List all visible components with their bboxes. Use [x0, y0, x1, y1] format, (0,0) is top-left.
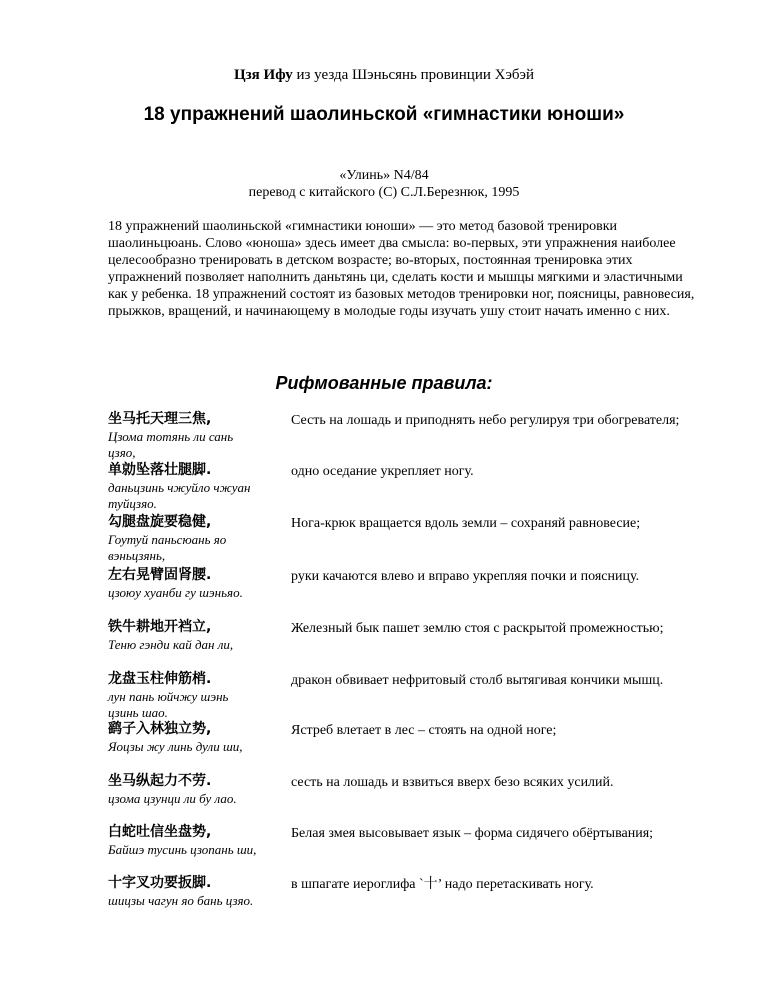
rule-row — [0, 566, 768, 616]
rule-translation: Сесть на лошадь и приподнять небо регулируя три обогревателя; — [291, 413, 680, 428]
rule-hanzi: 单勍坠落壮腿脚. — [108, 462, 212, 478]
rule-translation: руки качаются влево и вправо укрепляя почки и поясницу. — [291, 569, 640, 584]
rule-row — [0, 670, 768, 720]
rule-translation: Железный бык пашет землю стоя с раскрытой промежностью; — [291, 621, 664, 636]
rule-translation: Белая змея высовывает язык – форма сидячего обёртывания; — [291, 826, 654, 841]
author-origin: из уезда Шэньсянь провинции Хэбэй — [292, 67, 534, 83]
rule-translation: Нога-крюк вращается вдоль земли – сохраняй равновесие; — [291, 516, 641, 531]
rule-translation: дракон обвивает нефритовый столб вытягивая кончики мышц. — [291, 673, 664, 688]
rule-hanzi: 十字叉功要扳脚. — [108, 875, 212, 891]
section-heading: Рифмованные правила: — [275, 373, 493, 393]
rule-translation: сесть на лошадь и взвиться вверх безо всяких усилий. — [291, 775, 614, 790]
rule-transliteration: Цзома тотянь ли сань цзяо, — [108, 429, 234, 460]
rule-translation: Ястреб влетает в лес – стоять на одной ноге; — [291, 723, 557, 738]
rule-row — [0, 720, 768, 770]
author-name: Цзя Ифу — [233, 67, 293, 83]
rule-row — [0, 874, 768, 924]
rule-hanzi: 铁牛耕地开裆立, — [108, 619, 212, 635]
rule-transliteration: шицзы чагун яо бань цзяо. — [108, 893, 254, 908]
intro-paragraph: 18 упражнений шаолиньской «гимнастики юноши» — это метод базовой тренировки шаолиньцюань. Слово «юноша» здесь имеет два смысла: во-первых, эти упражнения наиболее целесообразно тренировать в детском возрасте; во-вторых, постоянная тренировка этих упражнений позволяет наполнить даньтянь ци, сделать кости и мышцы мягкими и эластичными как у ребенка. 18 упражнений состоят из базовых методов тренировки ног, поясницы, равновесия, прыжков, вращений, и начинающему в молодые годы изучать ушу стоит начать именно с них. — [108, 219, 695, 319]
rule-transliteration: лун пань юйчжу шэнь цзинь шао. — [108, 689, 229, 720]
rule-transliteration: Байшэ тусинь цзопань ши, — [108, 842, 257, 857]
rule-transliteration: Гоутуй паньсюань яо вэньцзянь, — [108, 532, 227, 563]
rule-row — [0, 461, 768, 511]
rule-row — [0, 823, 768, 873]
rule-transliteration: цзоюу хуанби гу шэньяо. — [108, 585, 243, 600]
rule-transliteration: цзома цзунци ли бу лао. — [108, 791, 237, 806]
rule-row — [0, 513, 768, 563]
rule-transliteration: Яоцзы жу линь дули ши, — [108, 739, 243, 754]
rule-hanzi: 左右晃臂固肾腰. — [108, 567, 212, 583]
source-block — [0, 167, 768, 201]
rule-hanzi: 坐马托天理三焦, — [108, 411, 212, 427]
rule-hanzi: 勾腿盘旋要稳健, — [108, 514, 212, 530]
rule-translation: в шпагате иероглифа `十’ надо перетаскивать ногу. — [291, 877, 594, 892]
rule-row — [0, 410, 768, 460]
rule-transliteration: Теню гэнди кай дан ли, — [108, 637, 234, 652]
rule-row — [0, 772, 768, 822]
rule-hanzi: 坐马纵起力不劳. — [108, 773, 212, 789]
rule-hanzi: 白蛇吐信坐盘势, — [108, 824, 212, 840]
source-issue: «Улинь» N4/84 — [339, 168, 429, 183]
author-byline — [0, 66, 768, 84]
rule-hanzi: 鹞子入林独立势, — [108, 721, 212, 737]
rule-translation: одно оседание укрепляет ногу. — [291, 464, 474, 479]
translation-credit: перевод с китайского (С) С.Л.Березнюк, 1995 — [248, 185, 520, 200]
rule-hanzi: 龙盘玉柱伸筋梢. — [108, 671, 212, 687]
rule-transliteration: даньцзинь чжуйло чжуан туйцзяо. — [108, 480, 251, 511]
document-title: 18 упражнений шаолиньской «гимнастики юноши» — [143, 104, 625, 125]
rule-row — [0, 618, 768, 668]
